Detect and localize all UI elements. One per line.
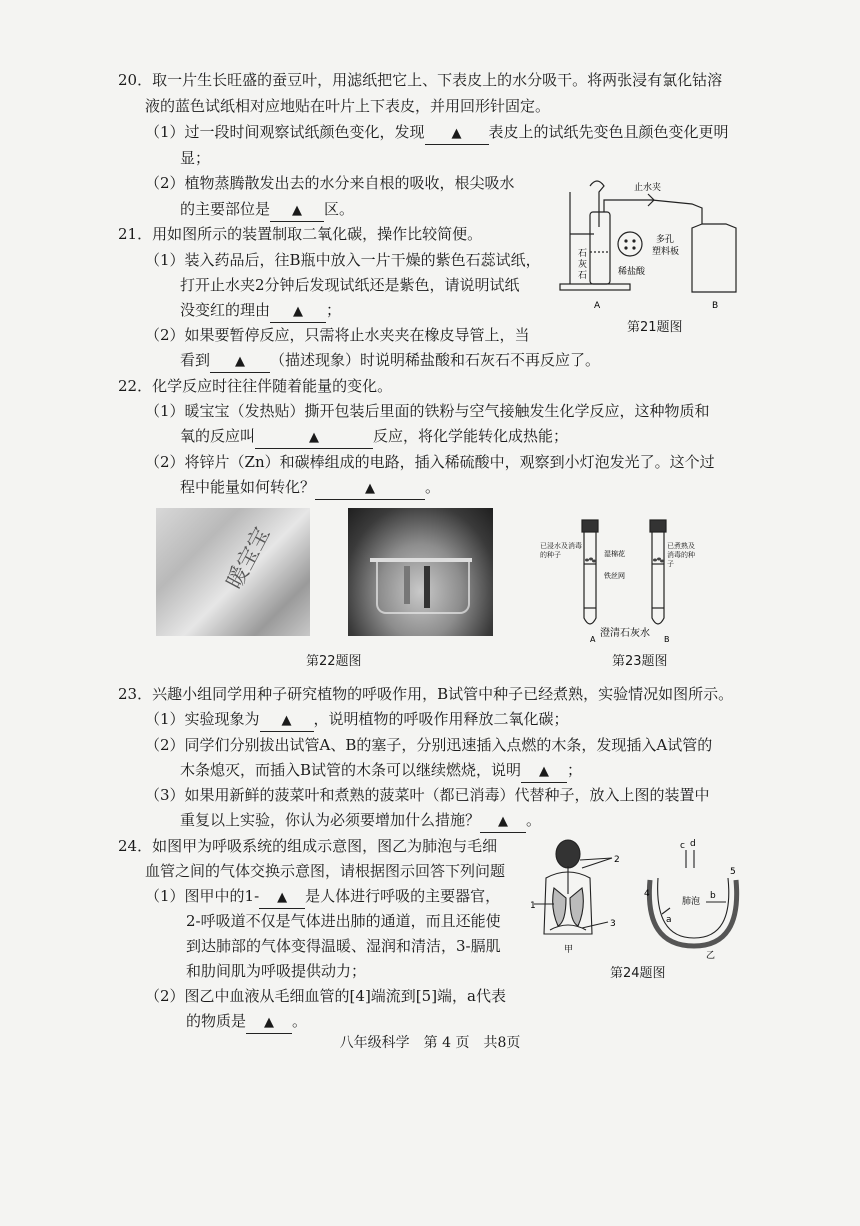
q23-p3-text-b: 重复以上实验，你认为必须要增加什么措施？ [180, 811, 481, 829]
electrode-bar [370, 558, 472, 562]
q24-part1-cont1: 2-呼吸道不仅是气体进出肺的通道，而且还能使 [186, 912, 501, 930]
q23-stem: 23．兴趣小组同学用种子研究植物的呼吸作用，B试管中种子已经煮熟，实验情况如图所示。 [118, 685, 734, 703]
zinc-plate [404, 566, 410, 604]
fig-n3: 3 [610, 919, 616, 929]
q24-p1-blank[interactable] [259, 886, 305, 909]
fig-lb: b [710, 891, 716, 901]
q21-apparatus-figure [552, 172, 752, 318]
q20-stem-line1: 20．取一片生长旺盛的蚕豆叶，用滤纸把它上、下表皮上的水分吸干。将两张浸有氯化钴溶 [118, 71, 723, 89]
q20-p2-text-c: 区。 [324, 200, 355, 218]
blank-triangle: ▲ [309, 430, 320, 445]
tube-a [590, 212, 610, 284]
blank-triangle: ▲ [292, 203, 303, 218]
q22-part1-cont [180, 426, 568, 449]
q23-p1-blank[interactable] [260, 709, 314, 732]
arrow-a [662, 908, 670, 914]
q21-caption: 第21题图 [627, 320, 683, 335]
tube-b [652, 532, 664, 624]
q22-p1-text-c: 反应，将化学能转化成热能； [373, 427, 569, 445]
q24-part2-cont [186, 1011, 307, 1034]
funnel [590, 181, 604, 227]
blank-triangle: ▲ [365, 481, 376, 496]
q23-p3-blank[interactable] [480, 810, 526, 833]
q20-p1-text-a: （1）过一段时间观察试纸颜色变化，发现 [145, 123, 425, 141]
q21-p1-blank[interactable] [270, 300, 326, 323]
q23-part1 [145, 709, 569, 732]
q21-p1-text-c: 没变红的理由 [180, 301, 271, 319]
porous-plate [618, 232, 642, 256]
label-plate: 多孔 [656, 235, 675, 245]
pointer-3 [582, 922, 608, 928]
page-footer: 八年级科学 第 4 页 共8页 [339, 1035, 521, 1051]
q24-respiratory-figure [530, 838, 746, 960]
stand-base [560, 284, 630, 290]
fig-n4: 4 [644, 889, 650, 899]
q21-p2-text-b: 看到 [180, 351, 211, 369]
q24-part1-cont3: 和肋间肌为呼吸提供动力； [186, 962, 367, 980]
q21-part1-cont2 [180, 300, 341, 323]
q23-caption: 第23题图 [612, 654, 668, 669]
q21-p2-text-c: （描述现象）时说明稀盐酸和石灰石不再反应了。 [270, 351, 601, 369]
fig-la: a [666, 915, 672, 925]
q23-left-label: 已浸水及消毒的种子 [540, 542, 582, 559]
q20-stem-line2: 液的蓝色试纸相对应地贴在叶片上下表皮，并用回形针固定。 [145, 97, 551, 115]
blank-triangle: ▲ [264, 1015, 275, 1030]
label-stone3: 石 [578, 271, 588, 281]
q24-part2: （2）图乙中血液从毛细血管的[4]端流到[5]端，a代表 [145, 987, 506, 1005]
q21-p1-text-d: ； [326, 301, 342, 319]
fig-lc: c [680, 841, 685, 851]
q24-stem-line2: 血管之间的气体交换示意图，请根据图示回答下列问题 [145, 862, 506, 880]
handwarmer-photo [156, 508, 310, 636]
blank-triangle: ▲ [277, 890, 288, 905]
fig-alveolus: 肺泡 [682, 897, 701, 907]
q23-mesh-label: 铁丝网 [604, 572, 625, 580]
q23-part3-cont [180, 810, 541, 833]
battery-photo [348, 508, 493, 636]
fig-yi: 乙 [706, 951, 716, 960]
fig-jia: 甲 [564, 945, 574, 955]
tube-a [584, 532, 596, 624]
q23-p2-blank[interactable] [521, 760, 567, 783]
blank-triangle: ▲ [293, 304, 304, 319]
q20-part2-cont [180, 199, 354, 222]
label-stone1: 石 [578, 249, 588, 259]
q23-p2-text-b: 木条熄灭，而插入B试管的木条可以继续燃烧，说明 [180, 761, 522, 779]
label-b: B [712, 301, 719, 311]
q24-part1-cont2: 到达肺部的气体变得温暖、湿润和清洁，3-膈肌 [186, 937, 501, 955]
q23-right-label: 已煮熟及消毒的种子 [667, 542, 695, 568]
q23-p3-text-c: 。 [526, 811, 542, 829]
blank-triangle: ▲ [539, 764, 550, 779]
q23-label-a: A [590, 635, 596, 644]
q22-part2: （2）将锌片（Zn）和碳棒组成的电路，插入稀硫酸中，观察到小灯泡发光了。这个过 [145, 453, 715, 471]
q22-p1-text-b: 氧的反应叫 [180, 427, 256, 445]
carbon-rod [424, 566, 430, 608]
q21-part2: （2）如果要暂停反应，只需将止水夹夹在橡皮导管上，当 [145, 326, 530, 344]
left-lung [553, 888, 566, 926]
right-lung [570, 888, 583, 926]
q24-p1-text-a: （1）图甲中的1- [145, 887, 260, 905]
fig-n5: 5 [730, 867, 736, 877]
q22-p2-text-b: 程中能量如何转化？ [180, 478, 316, 496]
q22-caption: 第22题图 [306, 654, 362, 669]
label-plate2: 塑料板 [652, 247, 680, 257]
label-stone2: 灰 [578, 260, 588, 270]
q20-part1-cont: 显； [180, 149, 211, 167]
diaphragm [550, 925, 586, 930]
q20-part2: （2）植物蒸腾散发出去的水分来自根的吸收，根尖吸水 [145, 174, 515, 192]
alveolus-wall [658, 878, 729, 938]
q24-stem-line1: 24．如图甲为呼吸系统的组成示意图，图乙为肺泡与毛细 [118, 837, 498, 855]
q22-p2-text-c: 。 [425, 478, 441, 496]
fig-n1: 1 [530, 901, 536, 911]
q20-p2-text-b: 的主要部位是 [180, 200, 271, 218]
handwarmer-photo-text: 暖宝宝 [222, 523, 276, 594]
q23-limewater-label: 澄清石灰水 [600, 628, 650, 639]
label-a: A [594, 301, 601, 311]
blank-triangle: ▲ [235, 354, 246, 369]
q24-p1-text-b: 是人体进行呼吸的主要器官， [305, 887, 501, 905]
fig-n2: 2 [614, 855, 620, 865]
q24-part1 [145, 886, 500, 909]
stopper-b [650, 520, 666, 532]
fig-ld: d [690, 839, 696, 849]
q22-p1-blank[interactable] [255, 426, 373, 449]
q24-p2-text-b: 的物质是 [186, 1012, 247, 1030]
blank-triangle: ▲ [451, 126, 462, 141]
blank-triangle: ▲ [281, 713, 292, 728]
q23-p1-text-b: ，说明植物的呼吸作用释放二氧化碳； [313, 710, 569, 728]
bottle-b [692, 224, 736, 292]
q23-label-b: B [664, 635, 670, 644]
q22-p2-blank[interactable] [315, 477, 425, 500]
q21-part1-cont: 打开止水夹2分钟后发现试纸还是紫色，请说明试纸 [180, 276, 520, 294]
q22-part2-cont [180, 477, 440, 500]
head [556, 840, 580, 868]
q23-part3: （3）如果用新鲜的菠菜叶和煮熟的菠菜叶（都已消毒）代替种子，放入上图的装置中 [145, 786, 710, 804]
q23-cotton-label: 湿棉花 [604, 550, 625, 558]
label-clip: 止水夹 [634, 183, 662, 193]
q23-p1-text-a: （1）实验现象为 [145, 710, 260, 728]
q20-p1-blank[interactable] [425, 122, 489, 145]
q23-part2: （2）同学们分别拔出试管A、B的塞子，分别迅速插入点燃的木条，发现插入A试管的 [145, 736, 713, 754]
delivery-tube [604, 200, 702, 224]
stopper-a [582, 520, 598, 532]
q21-part2-cont [180, 350, 600, 373]
q24-caption: 第24题图 [610, 966, 666, 981]
q22-part1: （1）暖宝宝（发热贴）撕开包装后里面的铁粉与空气接触发生化学反应，这种物质和 [145, 402, 710, 420]
q21-part1: （1）装入药品后，往B瓶中放入一片干燥的紫色石蕊试纸， [145, 251, 541, 269]
q20-p2-blank[interactable] [270, 199, 324, 222]
q21-stem: 21．用如图所示的装置制取二氧化碳，操作比较简便。 [118, 225, 483, 243]
q20-part1 [145, 122, 729, 145]
q24-p2-text-c: 。 [292, 1012, 308, 1030]
q23-p2-text-c: ； [567, 761, 583, 779]
q21-p2-blank[interactable] [210, 350, 270, 373]
q23-testtubes-figure [540, 518, 700, 644]
beaker [376, 562, 470, 614]
blank-triangle: ▲ [498, 814, 509, 829]
q22-stem: 22．化学反应时往往伴随着能量的变化。 [118, 377, 393, 395]
label-acid: 稀盐酸 [618, 267, 646, 277]
q20-p1-text-b: 表皮上的试纸先变色且颜色变化更明 [488, 123, 729, 141]
q23-part2-cont [180, 760, 582, 783]
q24-p2-blank[interactable] [246, 1011, 292, 1034]
